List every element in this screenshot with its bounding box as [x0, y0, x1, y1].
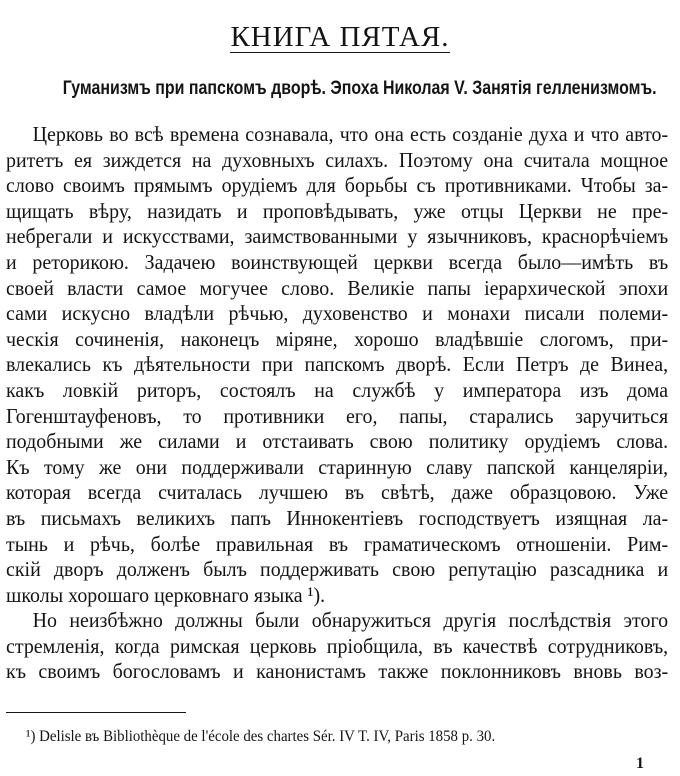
text-line: которая всегда считалась лучшею въ свѣтѣ, даже образцовою. Уже	[6, 480, 669, 505]
text-line: скій дворъ долженъ былъ поддерживать свою репутацію разсадника и	[6, 557, 669, 582]
text-line: Но неизбѣжно должны были обнаружиться другія послѣдствія этого	[32, 608, 669, 633]
text-line: своей власти самое могучее слово. Великіе папы іерархической эпохи	[6, 275, 669, 300]
chapter-title: Гуманизмъ при папскомъ дворѣ. Эпоха Николая V. Занятія гелленизмомъ.	[62, 78, 657, 99]
paragraph-1	[6, 122, 668, 608]
paragraph-2	[6, 608, 668, 685]
text-line: небрегали и искусствами, заимствованными у язычниковъ, краснорѣчіемъ	[6, 224, 669, 249]
text-line: и реторикою. Задачею воинствующей церкви всегда было—имѣть въ	[6, 249, 669, 274]
footnote-divider	[6, 712, 186, 713]
text-line: ритетъ ея зиждется на духовныхъ силахъ. Поэтому она считала мощное	[6, 147, 669, 172]
text-line: влекались къ дѣятельности при папскомъ дворѣ. Если Петръ де Винеа,	[6, 352, 669, 377]
footnote: ¹) Delisle въ Bibliothèque de l'école des chartes Sér. IV T. IV, Paris 1858 p. 30.	[26, 728, 496, 745]
page-number: 1	[636, 755, 644, 772]
text-line: стремленія, когда римская церковь пріобщила, въ качествѣ сотрудниковъ,	[6, 633, 669, 658]
text-line: подобными же силами и отстаивать свою политику орудіемъ слова.	[6, 429, 669, 454]
text-line: слово своимъ прямымъ орудіемъ для борьбы съ противниками. Чтобы за-	[6, 173, 669, 198]
text-line: щищать вѣру, назидать и проповѣдывать, уже отцы Церкви не пре-	[6, 198, 669, 223]
text-line: какъ ловкій риторъ, состоялъ на службѣ у императора изъ дома	[6, 377, 669, 402]
text-line: къ своимъ богословамъ и канонистамъ также поклонниковъ вновь воз-	[6, 659, 669, 684]
text-line: ческія сочиненія, наконецъ міряне, хорошо владѣвшіе слогомъ, при-	[6, 326, 669, 351]
body-text	[6, 122, 668, 685]
book-title: КНИГА ПЯТАЯ.	[230, 21, 450, 53]
text-line: Церковь во всѣ времена сознавала, что она есть созданіе духа и что авто-	[32, 122, 669, 146]
text-line: школы хорошаго церковнаго языка ¹).	[6, 582, 326, 607]
text-line: Къ тому же они поддерживали старинную славу папской канцеляріи,	[6, 454, 669, 479]
text-line: Гогенштауфеновъ, то противники его, папы, старались заручиться	[6, 403, 669, 428]
text-line: въ письмахъ великихъ папъ Иннокентіевъ господствуетъ изящная ла-	[6, 505, 669, 530]
text-line: сами искусно владѣли рѣчью, духовенство и монахи писали полеми-	[6, 301, 669, 326]
text-line: тынь и рѣчь, болѣе правильная въ граматическомъ отношеніи. Рим-	[6, 531, 669, 556]
